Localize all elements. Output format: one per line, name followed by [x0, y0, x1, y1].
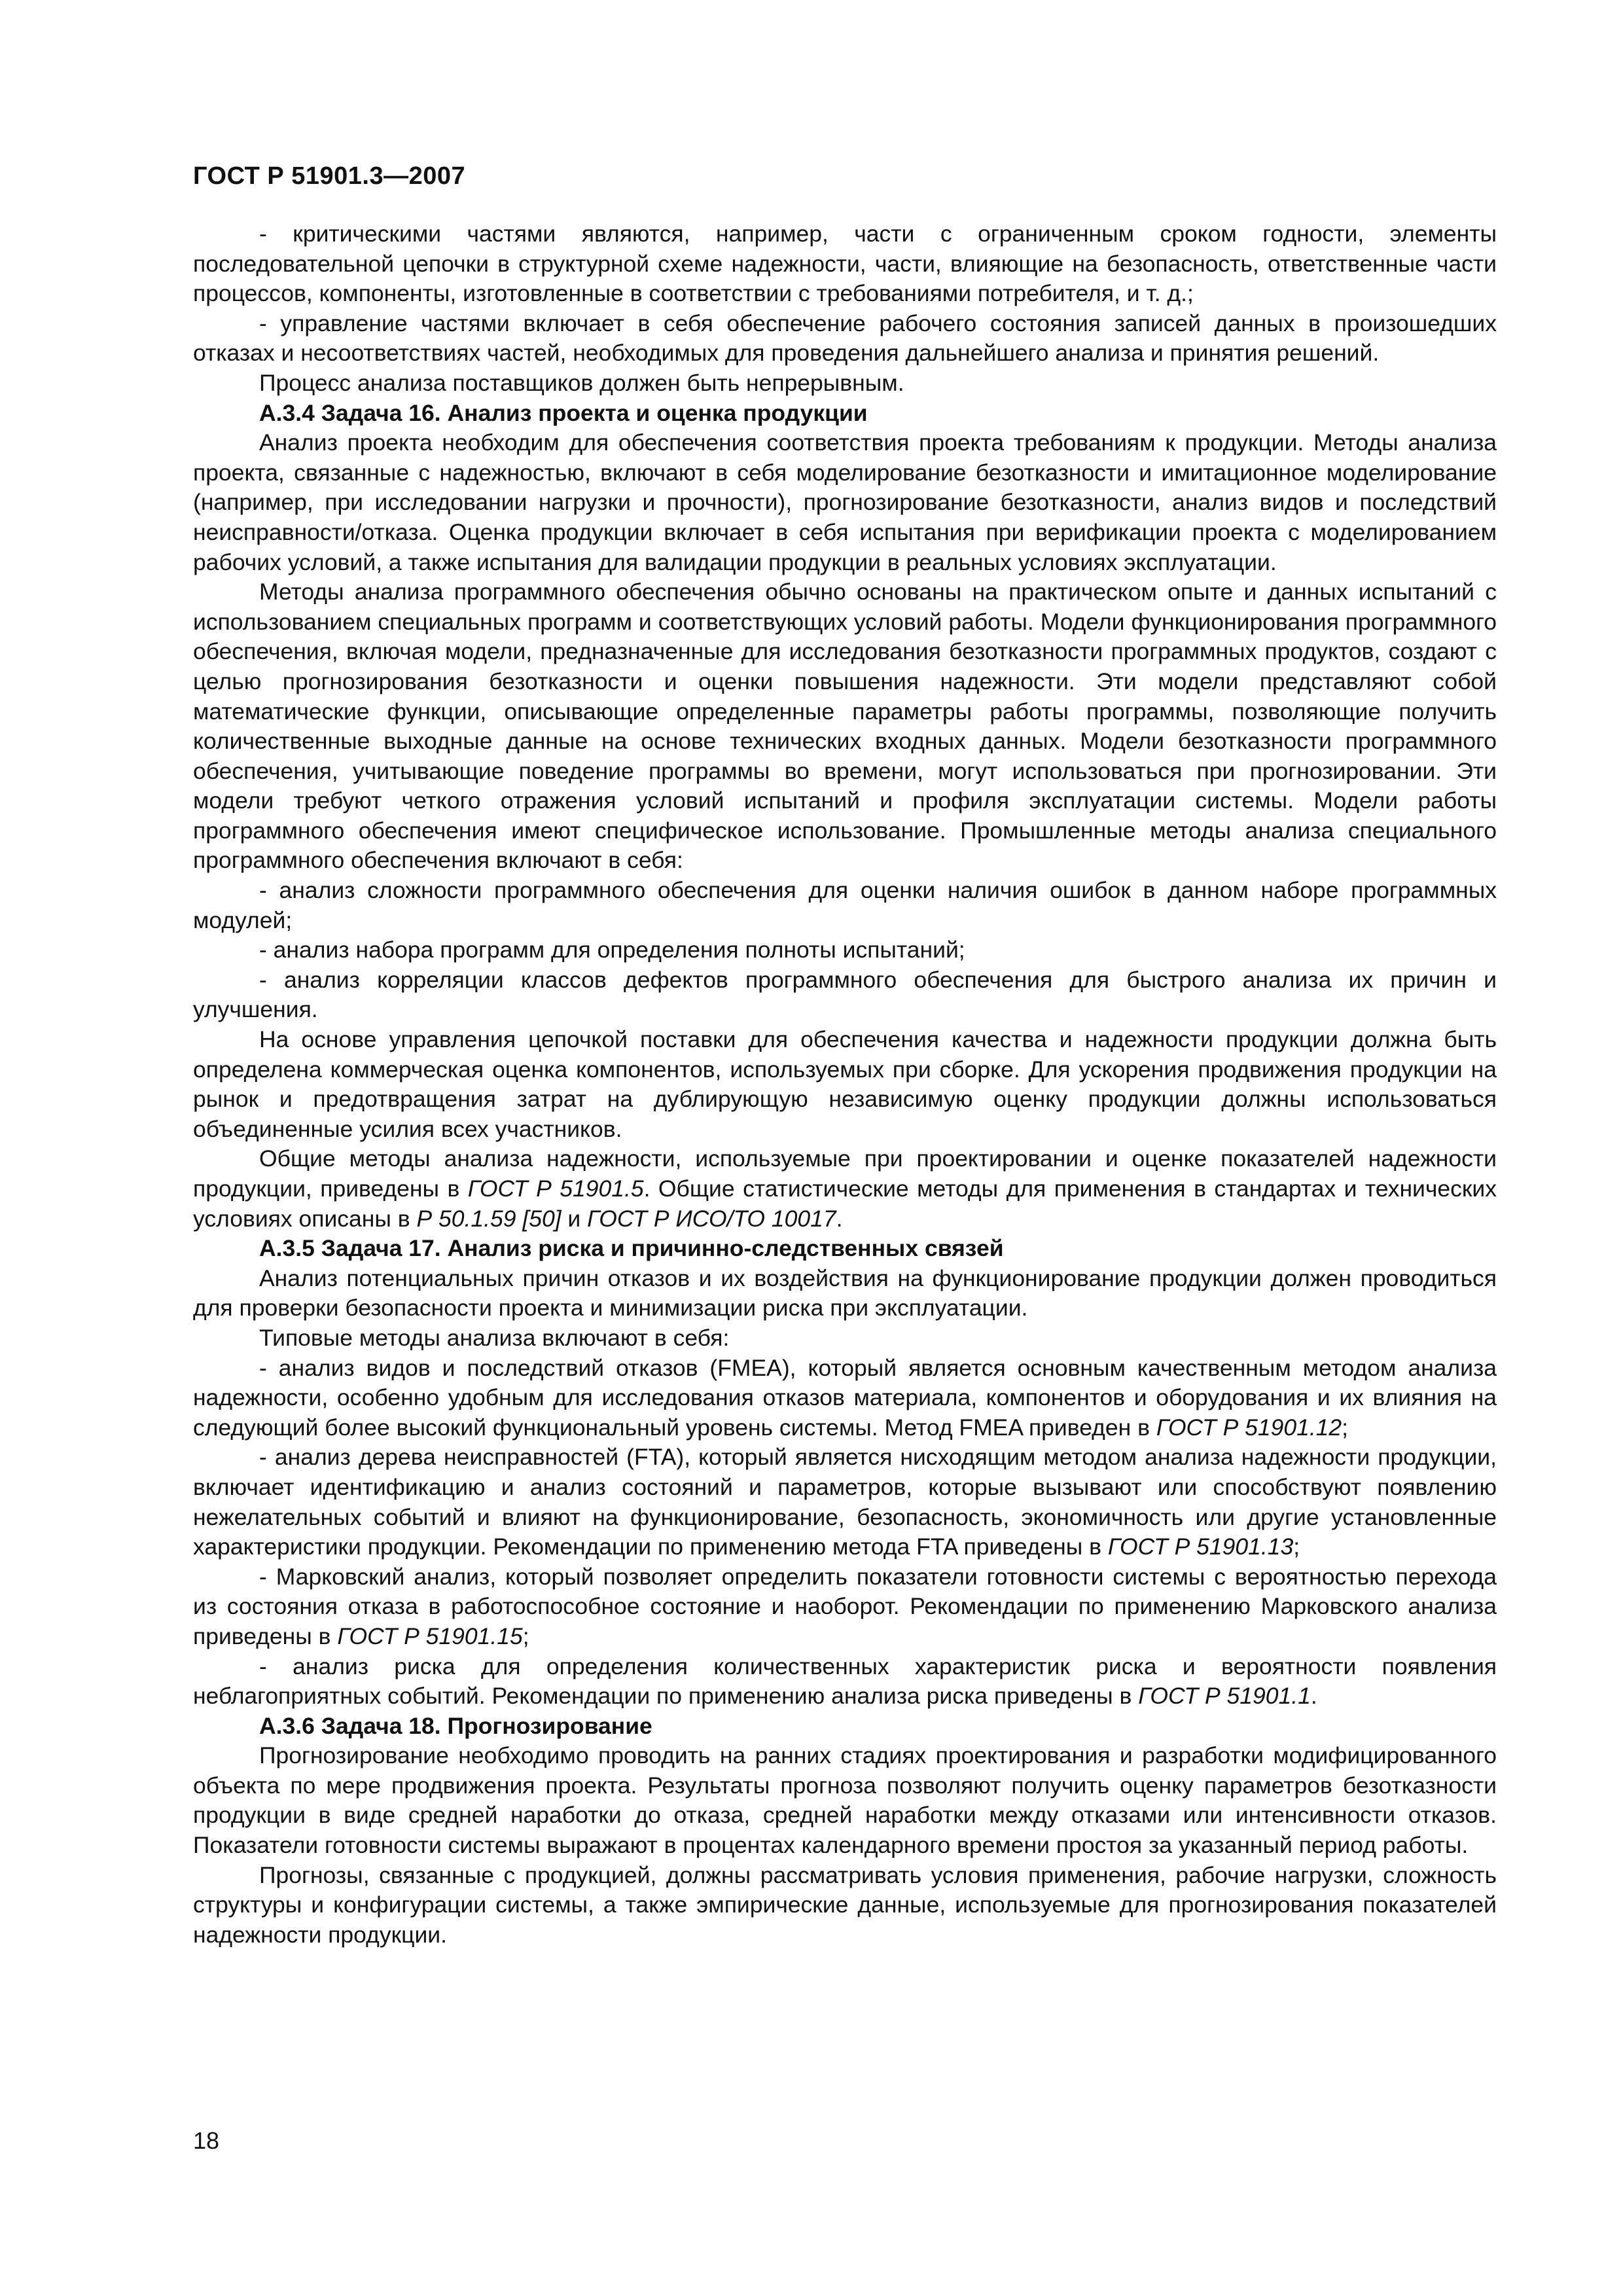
paragraph: Прогнозы, связанные с продукцией, должны рассматривать условия применения, рабочие нагрузки, сложность структуры и конфигурации системы, а также эмпирические данные, используемые для прогнозирования показателей надежности продукции. [193, 1861, 1497, 1948]
section-heading: А.3.6 Задача 18. Прогнозирование [259, 1712, 652, 1739]
paragraph-text: - анализ дерева неисправностей (FTA), который является нисходящим методом анализа надежности продукции, включает идентификацию и анализ состояний и параметров, которые вызывают или способствуют появлению нежелательных событий и влияют на функционирование, безопасность, экономичность или другие установленные характеристики продукции. Рекомендации по применению метода FTA приведены в [193, 1444, 1497, 1560]
standard-reference: Р 50.1.59 [50] [416, 1205, 562, 1232]
standard-reference: ГОСТ Р 51901.1 [1138, 1683, 1311, 1710]
standard-reference: ГОСТ Р ИСО/ТО 10017 [587, 1205, 836, 1232]
paragraph-text: . [836, 1205, 843, 1232]
paragraph: Анализ потенциальных причин отказов и их воздействия на функционирование продукции должен проводиться для проверки безопасности проекта и минимизации риска при эксплуатации. [193, 1265, 1497, 1321]
paragraph-text: и [561, 1205, 588, 1232]
paragraph [193, 1443, 1497, 1562]
standard-reference: ГОСТ Р 51901.5 [467, 1175, 644, 1202]
document-body [193, 219, 1497, 1950]
standard-reference: ГОСТ Р 51901.15 [337, 1623, 523, 1649]
paragraph: Типовые методы анализа включают в себя: [259, 1324, 730, 1351]
paragraph-text: ; [1293, 1534, 1300, 1560]
paragraph-text: ; [522, 1623, 529, 1649]
standard-reference: ГОСТ Р 51901.13 [1107, 1534, 1294, 1560]
standard-reference: ГОСТ Р 51901.12 [1156, 1414, 1342, 1441]
paragraph-text: . Общие статистические методы для применения в стандартах и технических условиях описаны в [193, 1175, 1497, 1232]
list-item: - анализ сложности программного обеспечения для оценки наличия ошибок в данном наборе программных модулей; [193, 877, 1497, 933]
paragraph [193, 1354, 1497, 1443]
list-item: - анализ корреляции классов дефектов программного обеспечения для быстрого анализа их причин и улучшения. [193, 966, 1497, 1023]
paragraph: Анализ проекта необходим для обеспечения соответствия проекта требованиям к продукции. Методы анализа проекта, связанные с надежностью, включают в себя моделирование безотказности и имитационное моделирование (например, при исследовании нагрузки и прочности), прогнозирование безотказности, анализ видов и последствий неисправности/отказа. Оценка продукции включает в себя испытания при верификации проекта с моделированием рабочих условий, а также испытания для валидации продукции в реальных условиях эксплуатации. [193, 429, 1497, 575]
paragraph-text: Общие методы анализа надежности, используемые при проектировании и оценке показателей надежности продукции, приведены в [193, 1145, 1497, 1202]
section-heading: А.3.4 Задача 16. Анализ проекта и оценка продукции [259, 399, 868, 426]
paragraph [193, 1562, 1497, 1652]
paragraph: Процесс анализа поставщиков должен быть непрерывным. [259, 369, 904, 396]
paragraph-text: - анализ риска для определения количественных характеристик риска и вероятности появления неблагоприятных событий. Рекомендации по применению анализа риска приведены в [193, 1653, 1497, 1710]
paragraph: Методы анализа программного обеспечения обычно основаны на практическом опыте и данных испытаний с использованием специальных программ и соответствующих условий работы. Модели функционирования программного обеспечения, включая модели, предназначенные для исследования безотказности программных продуктов, создают с целью прогнозирования безотказности и оценки повышения надежности. Эти модели представляют собой математические функции, описывающие определенные параметры работы программы, позволяющие получить количественные выходные данные на основе технических входных данных. Модели безотказности программного обеспечения, учитывающие поведение программы во времени, могут использоваться при прогнозировании. Эти модели требуют четкого отражения условий испытаний и профиля эксплуатации системы. Модели работы программного обеспечения имеют специфическое использование. Промышленные методы анализа специального программного обеспечения включают в себя: [193, 579, 1497, 874]
paragraph: На основе управления цепочкой поставки для обеспечения качества и надежности продукции должна быть определена коммерческая оценка компонентов, используемых при сборке. Для ускорения продвижения продукции на рынок и предотвращения затрат на дублирующую независимую оценку продукции должны использоваться объединенные усилия всех участников. [193, 1026, 1497, 1142]
paragraph: Прогнозирование необходимо проводить на ранних стадиях проектирования и разработки модифицированного объекта по мере продвижения проекта. Результаты прогноза позволяют получить оценку параметров безотказности продукции в виде средней наработки до отказа, средней наработки между отказами или интенсивности отказов. Показатели готовности системы выражают в процентах календарного времени простоя за указанный период работы. [193, 1742, 1497, 1859]
document-header: ГОСТ Р 51901.3—2007 [193, 162, 466, 190]
paragraph [193, 1652, 1497, 1712]
paragraph-text: - Марковский анализ, который позволяет определить показатели готовности системы с вероятностью перехода из состояния отказа в работоспособное состояние и наоборот. Рекомендации по применению Марковского анализа приведены в [193, 1563, 1497, 1649]
page-number: 18 [193, 2127, 220, 2154]
paragraph-text: - анализ видов и последствий отказов (FMEA), который является основным качественным методом анализа надежности, особенно удобным для исследования отказов материала, компонентов и оборудования и их влияния на следующий более высокий функциональный уровень системы. Метод FMEA приведен в [193, 1354, 1497, 1441]
list-item: - анализ набора программ для определения полноты испытаний; [259, 937, 965, 963]
list-item: - управление частями включает в себя обеспечение рабочего состояния записей данных в произошедших отказах и несоответствиях частей, необходимых для проведения дальнейшего анализа и принятия решений. [193, 310, 1497, 367]
list-item: - критическими частями являются, например, части с ограниченным сроком годности, элементы последовательной цепочки в структурной схеме надежности, части, влияющие на безопасность, ответственные части процессов, компоненты, изготовленные в соответствии с требованиями потребителя, и т. д.; [193, 221, 1497, 307]
paragraph-text: . [1310, 1683, 1317, 1710]
paragraph [193, 1144, 1497, 1234]
paragraph-text: ; [1342, 1414, 1349, 1441]
section-heading: А.3.5 Задача 17. Анализ риска и причинно-следственных связей [259, 1235, 1004, 1262]
